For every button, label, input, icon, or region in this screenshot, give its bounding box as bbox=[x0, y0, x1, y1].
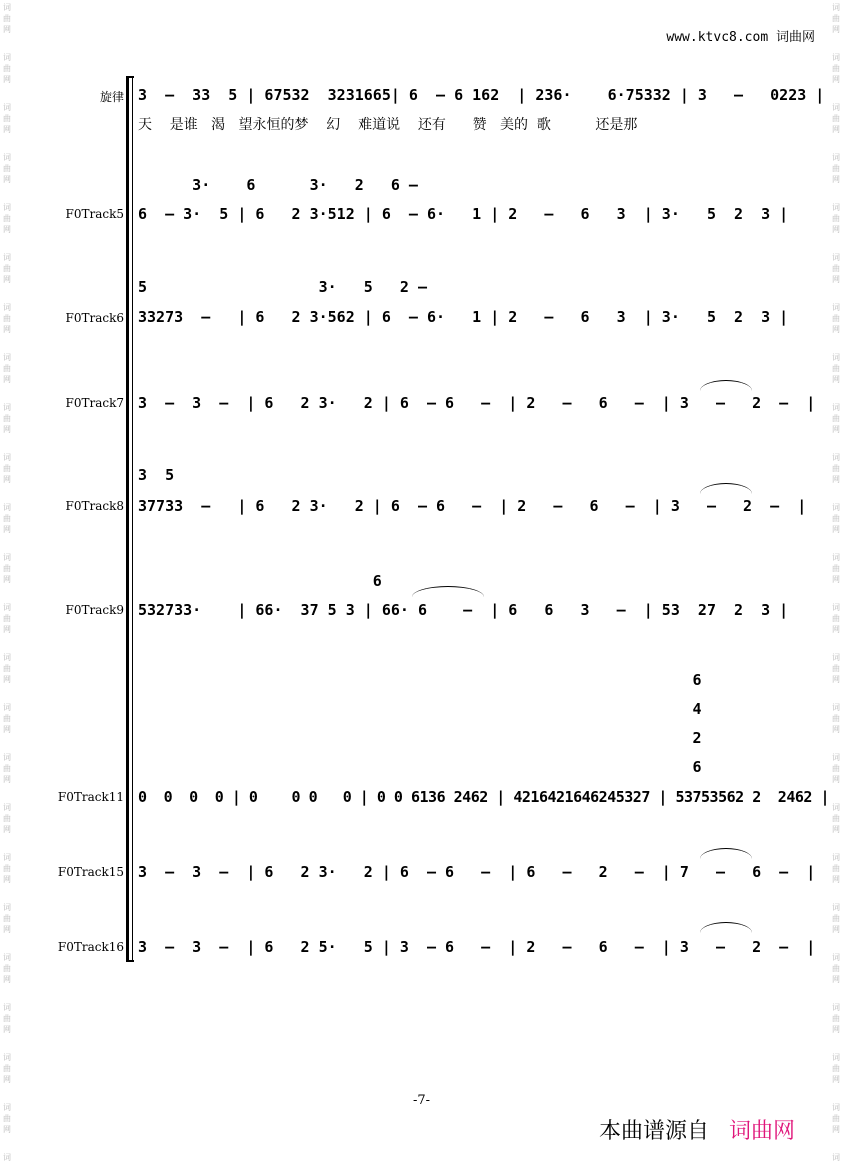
watermark-glyph: 网 bbox=[3, 975, 11, 984]
watermark-glyph: 词 bbox=[3, 853, 11, 862]
watermark-glyph: 词 bbox=[832, 453, 840, 462]
watermark-glyph: 网 bbox=[832, 25, 840, 34]
watermark-glyph: 网 bbox=[832, 225, 840, 234]
watermark-glyph: 词 bbox=[832, 53, 840, 62]
watermark-glyph: 曲 bbox=[832, 1064, 840, 1073]
track7-tie bbox=[700, 380, 752, 391]
watermark-glyph: 词 bbox=[832, 1003, 840, 1012]
watermark-glyph: 曲 bbox=[3, 364, 11, 373]
watermark-glyph: 曲 bbox=[832, 764, 840, 773]
watermark-glyph: 曲 bbox=[832, 464, 840, 473]
watermark-glyph: 词 bbox=[3, 553, 11, 562]
track16-tie bbox=[700, 922, 752, 933]
watermark-glyph: 网 bbox=[3, 175, 11, 184]
watermark-glyph: 网 bbox=[832, 675, 840, 684]
track16-notes: 3 – 3 – | 6 2 5· 5 | 3 – 6 – | 2 – 6 – | 3 – 2 – | bbox=[138, 938, 816, 956]
watermark-glyph: 曲 bbox=[3, 414, 11, 423]
watermark-glyph: 词 bbox=[832, 953, 840, 962]
track5-notes: 6 – 3· 5 | 6 2 3·512 | 6 – 6· 1 | 2 – 6 3 | 3· 5 2 3 | bbox=[138, 205, 789, 223]
watermark-glyph: 曲 bbox=[3, 514, 11, 523]
watermark-glyph: 词 bbox=[832, 653, 840, 662]
track7-notes: 3 – 3 – | 6 2 3· 2 | 6 – 6 – | 2 – 6 – | 3 – 2 – | bbox=[138, 394, 816, 412]
watermark-glyph: 曲 bbox=[3, 1064, 11, 1073]
watermark-glyph: 网 bbox=[3, 575, 11, 584]
watermark-glyph: 词 bbox=[832, 403, 840, 412]
watermark-glyph: 词 bbox=[3, 1003, 11, 1012]
watermark-glyph: 网 bbox=[3, 25, 11, 34]
watermark-glyph: 曲 bbox=[3, 864, 11, 873]
watermark-glyph: 词 bbox=[832, 903, 840, 912]
watermark-glyph: 词 bbox=[3, 53, 11, 62]
source-prefix: 本曲谱源自 bbox=[598, 1118, 709, 1143]
watermark-glyph: 词 bbox=[832, 3, 840, 12]
watermark-glyph: 词 bbox=[3, 803, 11, 812]
watermark-glyph: 网 bbox=[832, 325, 840, 334]
watermark-glyph: 词 bbox=[3, 453, 11, 462]
watermark-glyph: 词 bbox=[832, 553, 840, 562]
track-label-9: F0Track9 bbox=[65, 603, 124, 617]
track-label-5: F0Track5 bbox=[65, 207, 124, 221]
watermark-glyph: 网 bbox=[3, 875, 11, 884]
watermark-glyph: 网 bbox=[3, 725, 11, 734]
watermark-glyph: 词 bbox=[3, 703, 11, 712]
watermark-glyph: 曲 bbox=[3, 964, 11, 973]
watermark-glyph: 词 bbox=[832, 1153, 840, 1162]
watermark-glyph: 曲 bbox=[3, 14, 11, 23]
watermark-glyph: 网 bbox=[832, 825, 840, 834]
track9-tie bbox=[412, 586, 484, 597]
watermark-glyph: 网 bbox=[832, 625, 840, 634]
track9-notes: 532733· | 66· 37 5 3 | 66· 6 – | 6 6 3 – | 53 27 2 3 | bbox=[138, 601, 789, 619]
watermark-glyph: 词 bbox=[3, 653, 11, 662]
watermark-glyph: 词 bbox=[832, 303, 840, 312]
watermark-glyph: 曲 bbox=[832, 914, 840, 923]
watermark-glyph: 网 bbox=[832, 75, 840, 84]
watermark-glyph: 曲 bbox=[832, 664, 840, 673]
watermark-glyph: 网 bbox=[3, 675, 11, 684]
track6-notes: 33273 – | 6 2 3·562 | 6 – 6· 1 | 2 – 6 3 | 3· 5 2 3 | bbox=[138, 308, 789, 326]
watermark-glyph: 曲 bbox=[832, 414, 840, 423]
watermark-glyph: 词 bbox=[3, 953, 11, 962]
watermark-glyph: 网 bbox=[832, 975, 840, 984]
watermark-glyph: 网 bbox=[832, 925, 840, 934]
watermark-glyph: 曲 bbox=[3, 664, 11, 673]
watermark-glyph: 网 bbox=[832, 175, 840, 184]
track-label-6: F0Track6 bbox=[65, 311, 124, 325]
watermark-glyph: 曲 bbox=[3, 564, 11, 573]
watermark-glyph: 曲 bbox=[3, 764, 11, 773]
watermark-glyph: 曲 bbox=[3, 814, 11, 823]
watermark-glyph: 网 bbox=[3, 75, 11, 84]
watermark-glyph: 曲 bbox=[832, 864, 840, 873]
track11-chord-stack bbox=[690, 666, 704, 782]
watermark-glyph: 曲 bbox=[3, 314, 11, 323]
track5-upper-notes: 3· 6 3· 2 6 – bbox=[138, 176, 418, 194]
watermark-glyph: 网 bbox=[3, 925, 11, 934]
watermark-glyph: 词 bbox=[3, 353, 11, 362]
watermark-glyph: 网 bbox=[3, 1075, 11, 1084]
source-brand: 词曲网 bbox=[728, 1118, 795, 1143]
watermark-glyph: 曲 bbox=[832, 814, 840, 823]
watermark-glyph: 曲 bbox=[3, 1014, 11, 1023]
track-label-11: F0Track11 bbox=[57, 790, 124, 804]
track8-tie bbox=[700, 483, 752, 494]
watermark-glyph: 曲 bbox=[3, 914, 11, 923]
watermark-glyph: 词 bbox=[3, 103, 11, 112]
watermark-glyph: 网 bbox=[832, 575, 840, 584]
watermark-glyph: 曲 bbox=[832, 564, 840, 573]
watermark-glyph: 词 bbox=[832, 503, 840, 512]
melody-notes: 3 – 33 5 | 67532 3231665| 6 – 6 162 | 236· 6·75332 | 3 – 0223 | bbox=[138, 86, 825, 104]
watermark-glyph: 词 bbox=[3, 253, 11, 262]
watermark-glyph: 曲 bbox=[3, 264, 11, 273]
track15-tie bbox=[700, 848, 752, 859]
chord-note-1: 6 bbox=[692, 671, 702, 689]
watermark-glyph: 曲 bbox=[832, 1014, 840, 1023]
watermark-glyph: 词 bbox=[832, 353, 840, 362]
watermark-glyph: 曲 bbox=[832, 114, 840, 123]
watermark-glyph: 词 bbox=[832, 603, 840, 612]
watermark-glyph: 词 bbox=[3, 903, 11, 912]
watermark-glyph: 词 bbox=[3, 753, 11, 762]
watermark-glyph: 词 bbox=[832, 703, 840, 712]
watermark-glyph: 曲 bbox=[832, 164, 840, 173]
track8-notes: 37733 – | 6 2 3· 2 | 6 – 6 – | 2 – 6 – | 3 – 2 – | bbox=[138, 497, 807, 515]
watermark-glyph: 曲 bbox=[3, 614, 11, 623]
watermark-glyph: 词 bbox=[3, 153, 11, 162]
watermark-glyph: 词 bbox=[832, 203, 840, 212]
track-label-16: F0Track16 bbox=[57, 940, 124, 954]
watermark-glyph: 网 bbox=[3, 475, 11, 484]
track6-upper-notes: 5 3· 5 2 – bbox=[138, 278, 427, 296]
watermark-glyph: 网 bbox=[832, 425, 840, 434]
watermark-glyph: 曲 bbox=[3, 164, 11, 173]
track8-upper-notes: 3 5 bbox=[138, 466, 175, 484]
track-label-7: F0Track7 bbox=[65, 396, 124, 410]
watermark-glyph: 网 bbox=[832, 1125, 840, 1134]
watermark-glyph: 网 bbox=[832, 1025, 840, 1034]
watermark-glyph: 网 bbox=[3, 425, 11, 434]
watermark-glyph: 曲 bbox=[832, 264, 840, 273]
system-bracket-line bbox=[132, 76, 133, 962]
watermark-glyph: 词 bbox=[3, 503, 11, 512]
watermark-glyph: 词 bbox=[832, 1103, 840, 1112]
watermark-glyph: 曲 bbox=[832, 214, 840, 223]
track15-notes: 3 – 3 – | 6 2 3· 2 | 6 – 6 – | 6 – 2 – | 7 – 6 – | bbox=[138, 863, 816, 881]
watermark-glyph: 网 bbox=[832, 875, 840, 884]
watermark-glyph: 曲 bbox=[832, 14, 840, 23]
watermark-glyph: 曲 bbox=[832, 1114, 840, 1123]
watermark-glyph: 网 bbox=[3, 775, 11, 784]
watermark-glyph: 曲 bbox=[3, 64, 11, 73]
track-label-8: F0Track8 bbox=[65, 499, 124, 513]
watermark-glyph: 网 bbox=[832, 125, 840, 134]
track-label-melody: 旋律 bbox=[99, 90, 124, 104]
watermark-glyph: 曲 bbox=[832, 64, 840, 73]
watermark-glyph: 网 bbox=[832, 275, 840, 284]
watermark-glyph: 词 bbox=[3, 3, 11, 12]
watermark-glyph: 网 bbox=[3, 125, 11, 134]
watermark-glyph: 曲 bbox=[3, 464, 11, 473]
watermark-glyph: 曲 bbox=[832, 964, 840, 973]
watermark-glyph: 网 bbox=[3, 225, 11, 234]
watermark-glyph: 词 bbox=[832, 153, 840, 162]
watermark-glyph: 词 bbox=[832, 803, 840, 812]
watermark-glyph: 词 bbox=[832, 1053, 840, 1062]
watermark-glyph: 词 bbox=[832, 753, 840, 762]
watermark-glyph: 曲 bbox=[3, 1114, 11, 1123]
watermark-glyph: 网 bbox=[3, 375, 11, 384]
watermark-glyph: 词 bbox=[3, 603, 11, 612]
watermark-glyph: 词 bbox=[832, 253, 840, 262]
watermark-glyph: 网 bbox=[832, 725, 840, 734]
chord-note-2: 4 bbox=[692, 700, 702, 718]
watermark-glyph: 曲 bbox=[3, 714, 11, 723]
site-name: 词曲网 bbox=[775, 30, 815, 45]
watermark-glyph: 曲 bbox=[832, 614, 840, 623]
watermark-glyph: 词 bbox=[832, 103, 840, 112]
watermark-glyph: 词 bbox=[3, 403, 11, 412]
watermark-glyph: 网 bbox=[832, 375, 840, 384]
watermark-glyph: 网 bbox=[3, 275, 11, 284]
watermark-glyph: 网 bbox=[3, 1125, 11, 1134]
watermark-glyph: 曲 bbox=[832, 514, 840, 523]
track-label-15: F0Track15 bbox=[57, 865, 124, 879]
track11-notes: 0 0 0 0 | 0 0 0 0 | 0 0 6136 2462 | 4216421646245327 | 53753562 2 2462 | bbox=[138, 788, 829, 806]
watermark-glyph: 网 bbox=[3, 1025, 11, 1034]
watermark-glyph: 网 bbox=[832, 1075, 840, 1084]
watermark-glyph: 词 bbox=[3, 1053, 11, 1062]
watermark-glyph: 词 bbox=[3, 1153, 11, 1162]
melody-lyrics: 天 是谁 渴 望永恒的梦 幻 难道说 还有 赞 美的 歌 还是那 bbox=[138, 117, 638, 133]
page-number: -7- bbox=[412, 1093, 431, 1108]
watermark-glyph: 词 bbox=[3, 303, 11, 312]
watermark-glyph: 词 bbox=[3, 203, 11, 212]
watermark-glyph: 网 bbox=[3, 525, 11, 534]
watermark-glyph: 词 bbox=[832, 853, 840, 862]
watermark-glyph: 曲 bbox=[3, 114, 11, 123]
watermark-glyph: 曲 bbox=[832, 314, 840, 323]
watermark-glyph: 网 bbox=[832, 525, 840, 534]
watermark-glyph: 曲 bbox=[3, 214, 11, 223]
watermark-glyph: 网 bbox=[3, 325, 11, 334]
site-url-text: www.ktvc8.com bbox=[666, 30, 769, 45]
chord-note-4: 6 bbox=[692, 758, 702, 776]
source-credit bbox=[599, 1114, 795, 1145]
chord-note-3: 2 bbox=[692, 729, 702, 747]
track9-upper-notes: 6 bbox=[138, 572, 382, 590]
watermark-glyph: 曲 bbox=[832, 364, 840, 373]
watermark-glyph: 网 bbox=[832, 475, 840, 484]
watermark-glyph: 网 bbox=[3, 825, 11, 834]
watermark-glyph: 词 bbox=[3, 1103, 11, 1112]
watermark-glyph: 曲 bbox=[832, 714, 840, 723]
watermark-glyph: 网 bbox=[832, 775, 840, 784]
watermark-glyph: 网 bbox=[3, 625, 11, 634]
